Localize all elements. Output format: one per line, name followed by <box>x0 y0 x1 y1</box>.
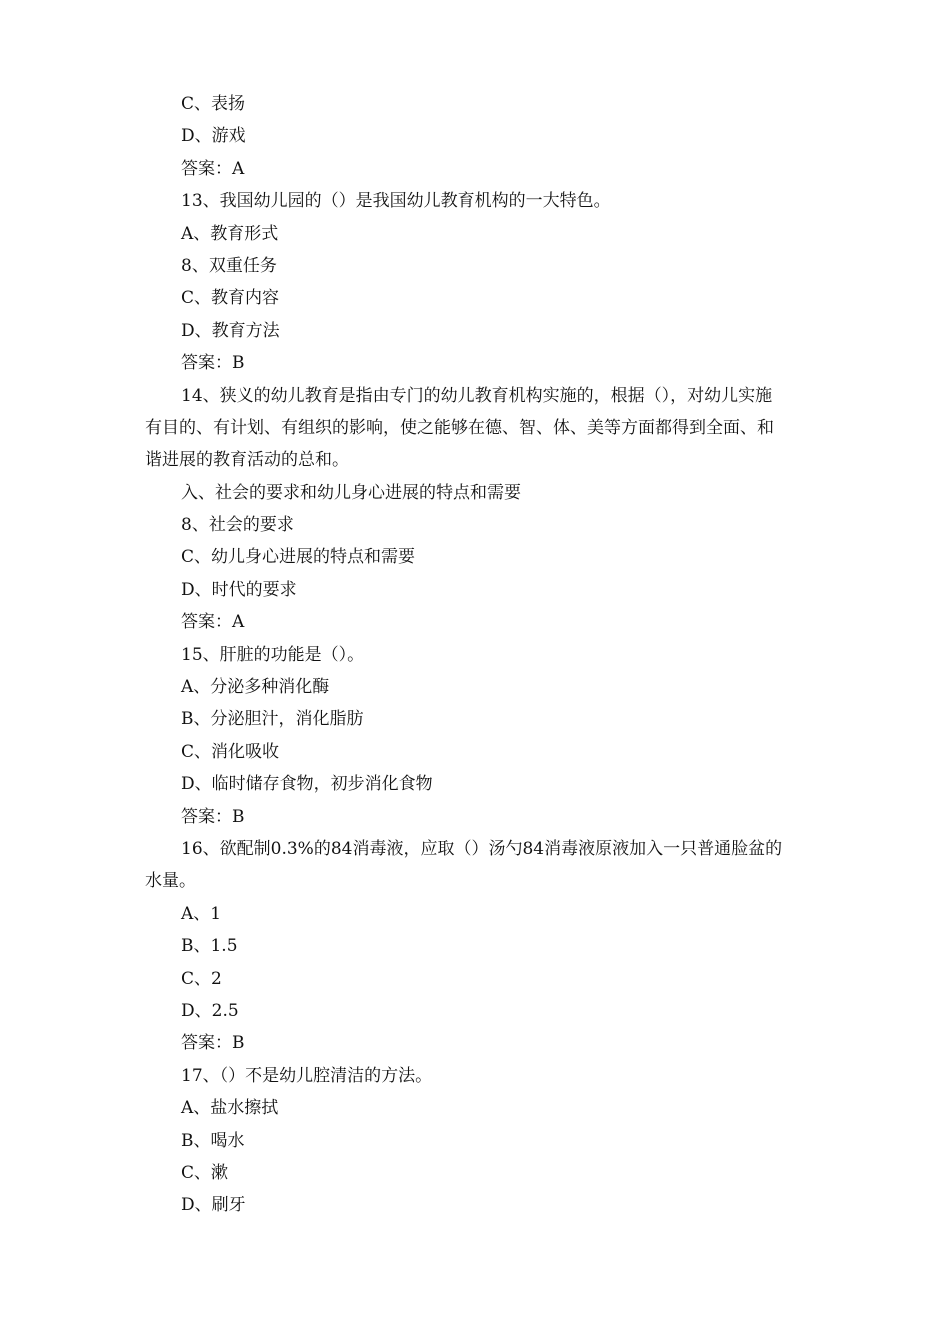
question-14: 14、狭义的幼儿教育是指由专门的幼儿教育机构实施的，根据（），对幼儿实施 <box>181 385 773 406</box>
option-line: C、表扬 <box>181 94 246 114</box>
option-line: A、分泌多种消化酶 <box>181 677 330 698</box>
question-14-continued: 有目的、有计划、有组织的影响，使之能够在德、智、体、美等方面都得到全面、和 <box>145 417 774 438</box>
question-15: 15、肝脏的功能是（）。 <box>181 644 365 665</box>
question-14-continued: 谐进展的教育活动的总和。 <box>145 450 349 471</box>
answer-line: 答案：B <box>181 806 245 827</box>
document-body <box>145 88 815 1222</box>
option-line: D、教育方法 <box>181 320 280 341</box>
option-line: D、临时储存食物，初步消化食物 <box>181 774 433 795</box>
option-line: 8、双重任务 <box>181 255 277 276</box>
option-line: D、刷牙 <box>181 1195 246 1216</box>
option-line: C、2 <box>181 968 222 989</box>
option-line: C、消化吸收 <box>181 741 280 762</box>
question-16-continued: 水量。 <box>145 871 196 892</box>
option-line: B、分泌胆汁，消化脂肪 <box>181 709 364 730</box>
option-line: D、2.5 <box>181 1000 239 1021</box>
answer-line: 答案：B <box>181 1033 245 1054</box>
answer-line: 答案：A <box>181 158 245 179</box>
question-13: 13、我国幼儿园的（）是我国幼儿教育机构的一大特色。 <box>181 191 611 212</box>
option-line: C、漱 <box>181 1162 229 1183</box>
option-line: 入、社会的要求和幼儿身心进展的特点和需要 <box>181 482 521 503</box>
option-line: D、游戏 <box>181 126 246 147</box>
option-line: A、教育形式 <box>181 223 279 244</box>
option-line: B、1.5 <box>181 936 238 957</box>
question-17: 17、（）不是幼儿腔清洁的方法。 <box>181 1065 433 1086</box>
option-line: C、教育内容 <box>181 288 280 309</box>
option-line: 8、社会的要求 <box>181 515 294 536</box>
answer-line: 答案：A <box>181 612 245 633</box>
answer-line: 答案：B <box>181 353 245 374</box>
option-line: C、幼儿身心进展的特点和需要 <box>181 547 416 568</box>
option-line: A、1 <box>181 903 222 924</box>
option-line: A、盐水擦拭 <box>181 1098 279 1119</box>
option-line: B、喝水 <box>181 1130 245 1151</box>
option-line: D、时代的要求 <box>181 579 297 600</box>
question-16: 16、欲配制0.3%的84消毒液，应取（）汤勺84消毒液原液加入一只普通脸盆的 <box>181 838 783 859</box>
